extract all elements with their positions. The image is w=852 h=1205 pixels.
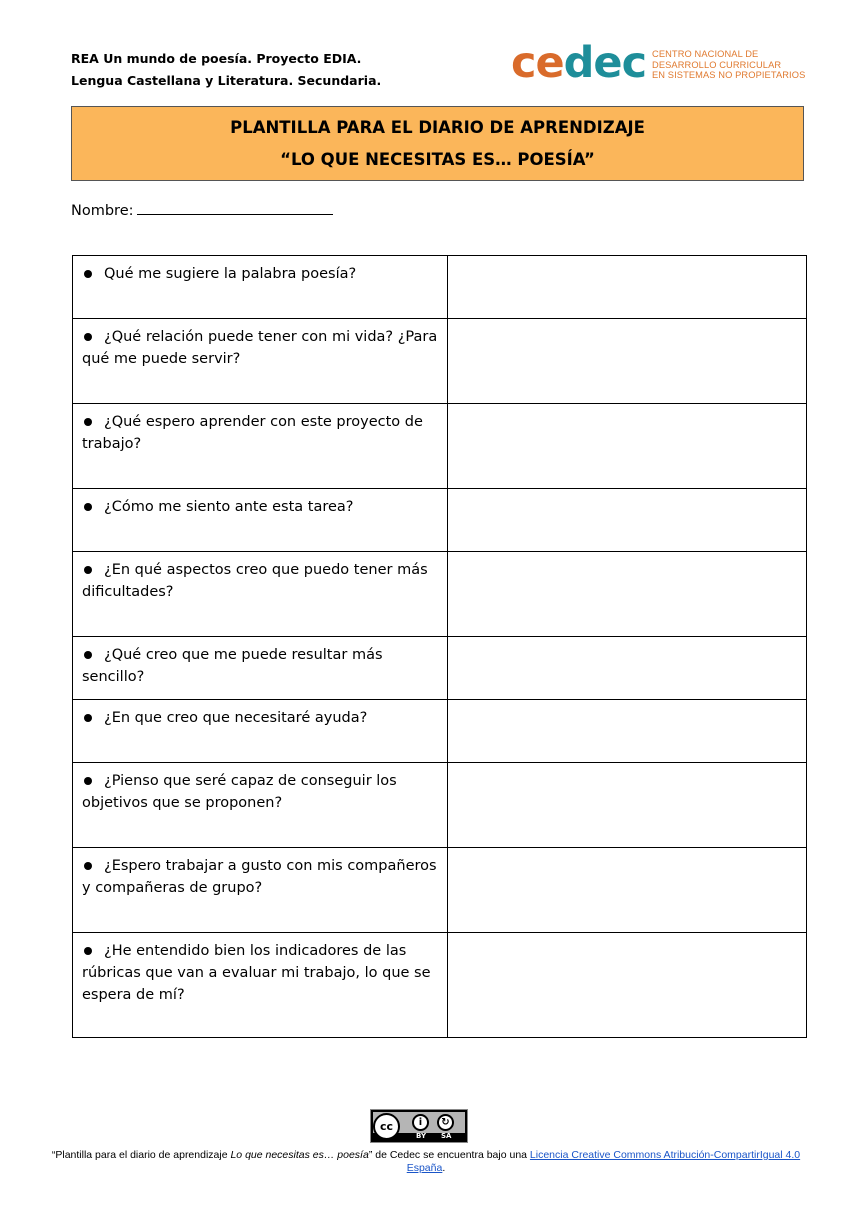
question-text: ¿En qué aspectos creo que puedo tener más dificultades?	[82, 562, 428, 600]
license-link[interactable]: Licencia Creative Commons Atribución-CompartirIgual 4.0 España	[406, 1149, 801, 1174]
bullet-icon	[84, 777, 92, 785]
question-text: ¿Espero trabajar a gusto con mis compañeros y compañeras de grupo?	[82, 858, 437, 896]
question-cell	[73, 404, 448, 489]
bullet-icon	[84, 947, 92, 955]
cc-icon: cc	[373, 1113, 400, 1140]
question-cell	[73, 319, 448, 404]
answer-cell[interactable]	[448, 256, 807, 319]
answer-cell[interactable]	[448, 763, 807, 848]
answer-cell[interactable]	[448, 319, 807, 404]
answer-cell[interactable]	[448, 933, 807, 1038]
bullet-icon	[84, 503, 92, 511]
question-row	[73, 319, 807, 404]
answer-cell[interactable]	[448, 848, 807, 933]
name-field	[71, 200, 333, 219]
cedec-logo-subtitle	[652, 49, 805, 81]
cc-by-sa-badge[interactable]	[370, 1109, 468, 1143]
question-cell	[73, 552, 448, 637]
answer-cell[interactable]	[448, 637, 807, 700]
title-box	[71, 106, 804, 181]
bullet-icon	[84, 270, 92, 278]
license-footer	[40, 1149, 812, 1175]
question-row	[73, 700, 807, 763]
footer-middle: ” de Cedec se encuentra bajo una	[368, 1149, 530, 1161]
bullet-icon	[84, 651, 92, 659]
answer-cell[interactable]	[448, 489, 807, 552]
header-line-1: REA Un mundo de poesía. Proyecto EDIA.	[71, 51, 362, 66]
footer-suffix: .	[442, 1162, 446, 1174]
question-text: ¿Qué espero aprender con este proyecto de trabajo?	[82, 414, 423, 452]
question-cell	[73, 700, 448, 763]
logo-word-dec: dec	[563, 38, 647, 88]
question-text: ¿He entendido bien los indicadores de las rúbricas que van a evaluar mi trabajo, lo que se espera de mí?	[82, 943, 431, 1003]
bullet-icon	[84, 714, 92, 722]
logo-sub-line-1: CENTRO NACIONAL DE	[652, 49, 759, 59]
footer-work-title: Lo que necesitas es… poesía	[230, 1149, 369, 1161]
header-line-2: Lengua Castellana y Literatura. Secundaria.	[71, 73, 382, 88]
question-text: ¿Qué creo que me puede resultar más sencillo?	[82, 647, 383, 685]
by-person-icon: i	[412, 1114, 429, 1131]
title-line-2: “LO QUE NECESITAS ES… POESÍA”	[280, 150, 595, 169]
name-label: Nombre:	[71, 203, 134, 219]
bullet-icon	[84, 418, 92, 426]
document-header	[71, 48, 381, 92]
question-text: Qué me sugiere la palabra poesía?	[104, 266, 357, 282]
question-row	[73, 637, 807, 700]
footer-prefix: “Plantilla para el diario de aprendizaje	[51, 1149, 231, 1161]
logo-sub-line-3: EN SISTEMAS NO PROPIETARIOS	[652, 70, 806, 80]
question-text: ¿Qué relación puede tener con mi vida? ¿Para qué me puede servir?	[82, 329, 438, 367]
sa-share-alike-icon: ↻	[437, 1114, 454, 1131]
question-cell	[73, 848, 448, 933]
questions-table	[72, 255, 807, 1038]
question-row	[73, 404, 807, 489]
bullet-icon	[84, 566, 92, 574]
question-row	[73, 489, 807, 552]
question-cell	[73, 763, 448, 848]
question-cell	[73, 256, 448, 319]
question-row	[73, 848, 807, 933]
question-cell	[73, 933, 448, 1038]
by-label: BY	[416, 1132, 427, 1140]
question-text: ¿Cómo me siento ante esta tarea?	[104, 499, 354, 515]
question-row	[73, 552, 807, 637]
question-cell	[73, 637, 448, 700]
cedec-logo	[511, 38, 811, 88]
name-blank-line[interactable]	[137, 200, 333, 215]
answer-cell[interactable]	[448, 552, 807, 637]
answer-cell[interactable]	[448, 700, 807, 763]
sa-label: SA	[441, 1132, 452, 1140]
bullet-icon	[84, 333, 92, 341]
answer-cell[interactable]	[448, 404, 807, 489]
question-text: ¿En que creo que necesitaré ayuda?	[104, 710, 368, 726]
bullet-icon	[84, 862, 92, 870]
logo-sub-line-2: DESARROLLO CURRICULAR	[652, 59, 782, 70]
title-line-1: PLANTILLA PARA EL DIARIO DE APRENDIZAJE	[230, 118, 645, 137]
question-text: ¿Pienso que seré capaz de conseguir los objetivos que se proponen?	[82, 773, 397, 811]
question-row	[73, 933, 807, 1038]
question-row	[73, 763, 807, 848]
logo-word-ce: ce	[511, 38, 564, 88]
question-cell	[73, 489, 448, 552]
question-row	[73, 256, 807, 319]
cedec-logo-word	[511, 38, 646, 88]
